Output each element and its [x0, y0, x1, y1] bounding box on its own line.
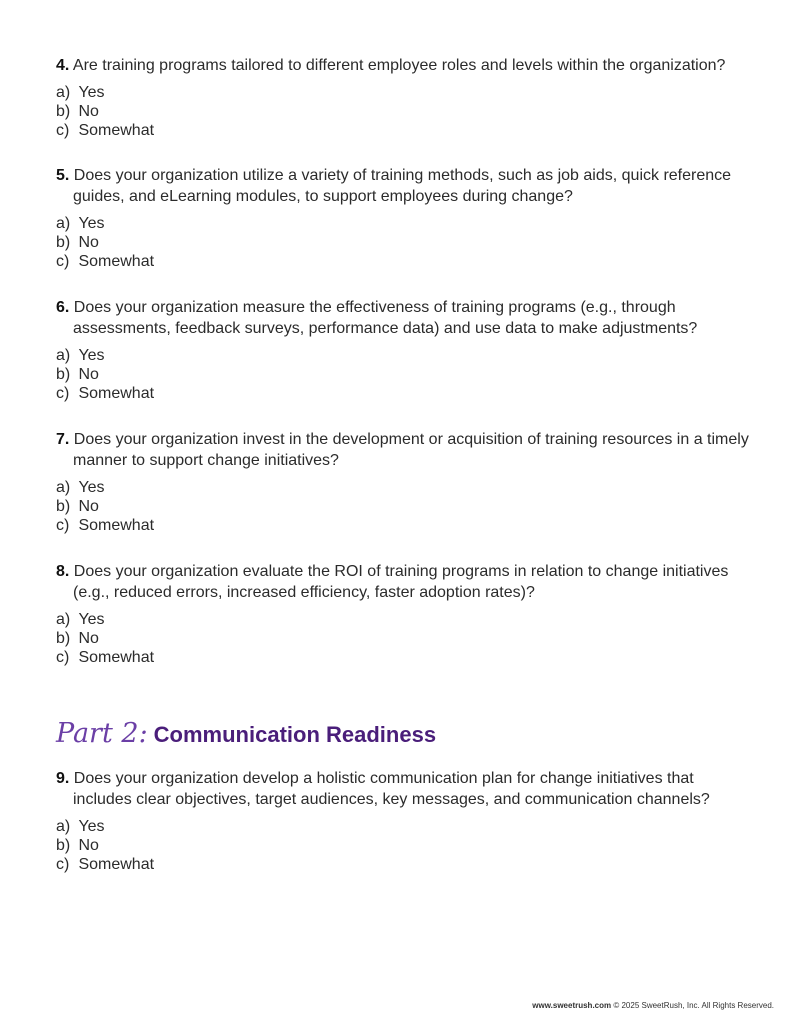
option-label: Yes [78, 84, 105, 101]
option-label: Somewhat [78, 253, 155, 270]
question-number: 5. [56, 167, 70, 184]
question-4 [56, 55, 756, 140]
option-c [56, 252, 756, 271]
answer-options [56, 610, 756, 667]
option-letter: c) [56, 385, 70, 402]
option-label: Somewhat [78, 517, 155, 534]
question-body: Does your organization invest in the development or acquisition of training resources in a timely manner to support change initiatives? [73, 431, 749, 469]
option-label: Somewhat [78, 122, 155, 139]
option-letter: a) [56, 479, 71, 496]
question-number: 8. [56, 563, 70, 580]
question-number: 6. [56, 299, 70, 316]
question-text [56, 297, 756, 339]
question-body: Does your organization measure the effectiveness of training programs (e.g., through assessments, feedback surveys, performance data) and use data to make adjustments? [73, 299, 698, 337]
option-a [56, 817, 756, 836]
option-label: Somewhat [78, 856, 155, 873]
option-b [56, 836, 756, 855]
option-c [56, 384, 756, 403]
option-a [56, 478, 756, 497]
question-body: Are training programs tailored to different employee roles and levels within the organization? [72, 57, 726, 74]
option-letter: a) [56, 84, 71, 101]
question-text [56, 561, 756, 603]
option-label: No [78, 103, 99, 120]
option-label: No [78, 498, 99, 515]
option-label: Yes [78, 347, 105, 364]
footer-website-link[interactable]: www.sweetrush.com [532, 1001, 612, 1010]
option-letter: b) [56, 103, 71, 120]
option-c [56, 516, 756, 535]
answer-options [56, 478, 756, 535]
part-label: Part 2: [56, 718, 148, 749]
question-text [56, 165, 756, 207]
option-c [56, 855, 756, 874]
option-c [56, 648, 756, 667]
question-text [56, 768, 756, 810]
option-label: Somewhat [78, 385, 155, 402]
option-letter: c) [56, 122, 70, 139]
question-number: 4. [56, 57, 70, 74]
option-label: Yes [78, 479, 105, 496]
answer-options [56, 83, 756, 140]
option-label: No [78, 630, 99, 647]
option-label: Yes [78, 215, 105, 232]
footer-copyright: © 2025 SweetRush, Inc. All Rights Reserved. [613, 1001, 774, 1010]
question-body: Does your organization develop a holistic communication plan for change initiatives that includes clear objectives, target audiences, key messages, and communication channels? [73, 770, 710, 808]
option-a [56, 214, 756, 233]
option-letter: c) [56, 517, 70, 534]
option-letter: b) [56, 366, 71, 383]
option-label: Somewhat [78, 649, 155, 666]
option-letter: a) [56, 215, 71, 232]
answer-options [56, 817, 756, 874]
question-6 [56, 297, 756, 403]
option-b [56, 102, 756, 121]
option-b [56, 497, 756, 516]
question-number: 7. [56, 431, 70, 448]
option-letter: b) [56, 498, 71, 515]
option-label: No [78, 837, 99, 854]
option-b [56, 629, 756, 648]
question-body: Does your organization evaluate the ROI of training programs in relation to change initiatives (e.g., reduced errors, increased efficiency, faster adoption rates)? [73, 563, 729, 601]
question-8 [56, 561, 756, 667]
question-9 [56, 768, 756, 874]
answer-options [56, 214, 756, 271]
option-label: No [78, 234, 99, 251]
question-body: Does your organization utilize a variety of training methods, such as job aids, quick reference guides, and eLearning modules, to support employees during change? [73, 167, 732, 205]
option-letter: a) [56, 347, 71, 364]
question-number: 9. [56, 770, 70, 787]
option-label: Yes [78, 818, 105, 835]
option-letter: c) [56, 649, 70, 666]
section-heading [56, 718, 436, 749]
option-letter: b) [56, 234, 71, 251]
option-letter: a) [56, 818, 71, 835]
question-text [56, 55, 756, 76]
question-text [56, 429, 756, 471]
option-b [56, 365, 756, 384]
option-letter: b) [56, 630, 71, 647]
option-letter: a) [56, 611, 71, 628]
option-b [56, 233, 756, 252]
question-7 [56, 429, 756, 535]
option-label: Yes [78, 611, 105, 628]
option-c [56, 121, 756, 140]
option-a [56, 610, 756, 629]
part-title: Communication Readiness [153, 722, 437, 747]
option-letter: c) [56, 856, 70, 873]
page-footer [532, 1001, 774, 1010]
option-a [56, 346, 756, 365]
question-5 [56, 165, 756, 271]
option-letter: c) [56, 253, 70, 270]
option-letter: b) [56, 837, 71, 854]
option-a [56, 83, 756, 102]
answer-options [56, 346, 756, 403]
option-label: No [78, 366, 99, 383]
